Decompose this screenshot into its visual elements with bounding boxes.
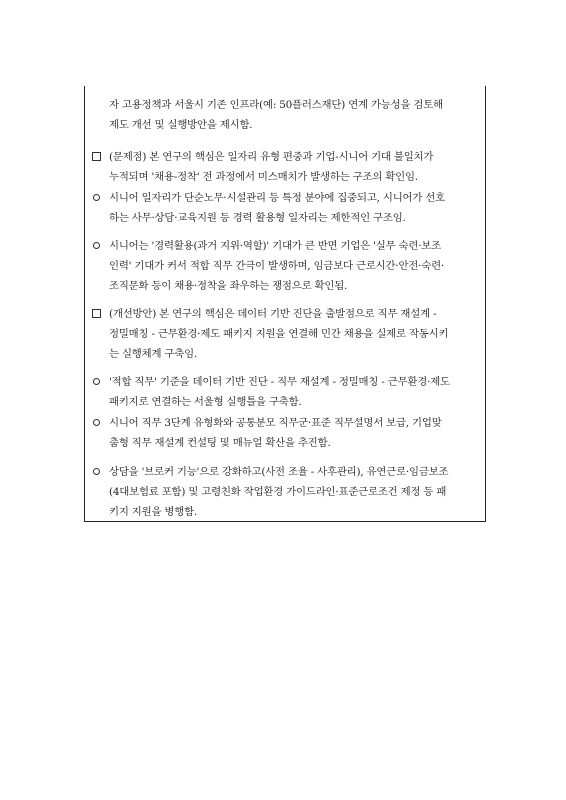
item-line: (개선방안) 본 연구의 핵심은 데이터 기반 진단을 출발점으로 직무 재설계 - [109,308,437,320]
item-line: (4대보험료 포함) 및 고령친화 작업환경 가이드라인·표준근로조건 제정 등 패 [109,486,447,498]
item-line: 정밀매칭 - 근무환경·제도 패키지 지원을 연결해 민간 채용을 실제로 작동시키 [109,328,449,340]
square-bullet-icon [92,152,101,161]
item-line: 상담을 '브로커 기능'으로 강화하고(사전 조율 - 사후관리), 유연근로·임금보조 [109,466,449,478]
item-line: 누적되며 '채용-정착' 전 과정에서 미스매치가 발생하는 구조의 확인임. [109,171,418,183]
item-line: 인력' 기대가 커서 적합 직무 간극이 발생하며, 임금보다 근로시간·안전·숙련· [109,260,445,272]
item-line: 하는 사무·상담·교육지원 등 경력 활용형 일자리는 제한적인 구조임. [109,212,406,224]
continuation-paragraph [92,95,484,135]
bullet-item [92,188,484,228]
item-line: 조직문화 등이 채용·정착을 좌우하는 쟁점으로 확인됨. [109,280,348,292]
item-line: 패키지로 연결하는 서울형 실행틀을 구축함. [109,396,302,408]
item-line: 시니어 일자리가 단순노무·시설관리 등 특정 분야에 집중되고, 시니어가 선호 [109,192,445,204]
paragraph-line: 제도 개선 및 실행방안을 제시함. [109,119,253,131]
circle-bullet-icon [93,468,100,475]
item-line: 는 실행체계 구축임. [109,348,198,360]
circle-bullet-icon [93,378,100,385]
item-line: 춤형 직무 재설계 컨설팅 및 매뉴얼 확산을 추진함. [109,437,331,449]
section-item [92,304,484,364]
circle-bullet-icon [93,242,100,249]
circle-bullet-icon [93,194,100,201]
item-line: 시니어는 '경력활용(과거 지위·역할)' 기대가 큰 반면 기업은 '실무 숙련·보조 [109,240,441,252]
item-line: '적합 직무' 기준을 데이터 기반 진단 - 직무 재설계 - 정밀매칭 - 근무환경·제도 [109,376,450,388]
circle-bullet-icon [93,419,100,426]
section-item [92,147,484,187]
item-line: (문제점) 본 연구의 핵심은 일자리 유형 편중과 기업-시니어 기대 불일치가 [109,151,434,163]
square-bullet-icon [92,309,101,318]
bullet-item [92,236,484,296]
item-line: 시니어 직무 3단계 유형화와 공통분모 직무군·표준 직무설명서 보급, 기업맞 [109,417,442,429]
bullet-item [92,372,484,412]
paragraph-line: 자 고용정책과 서울시 기존 인프라(예: 50플러스재단) 연계 가능성을 검토해 [109,99,443,111]
bullet-item [92,413,484,453]
item-line: 키지 지원을 병행함. [109,506,198,518]
bullet-item [92,462,484,522]
